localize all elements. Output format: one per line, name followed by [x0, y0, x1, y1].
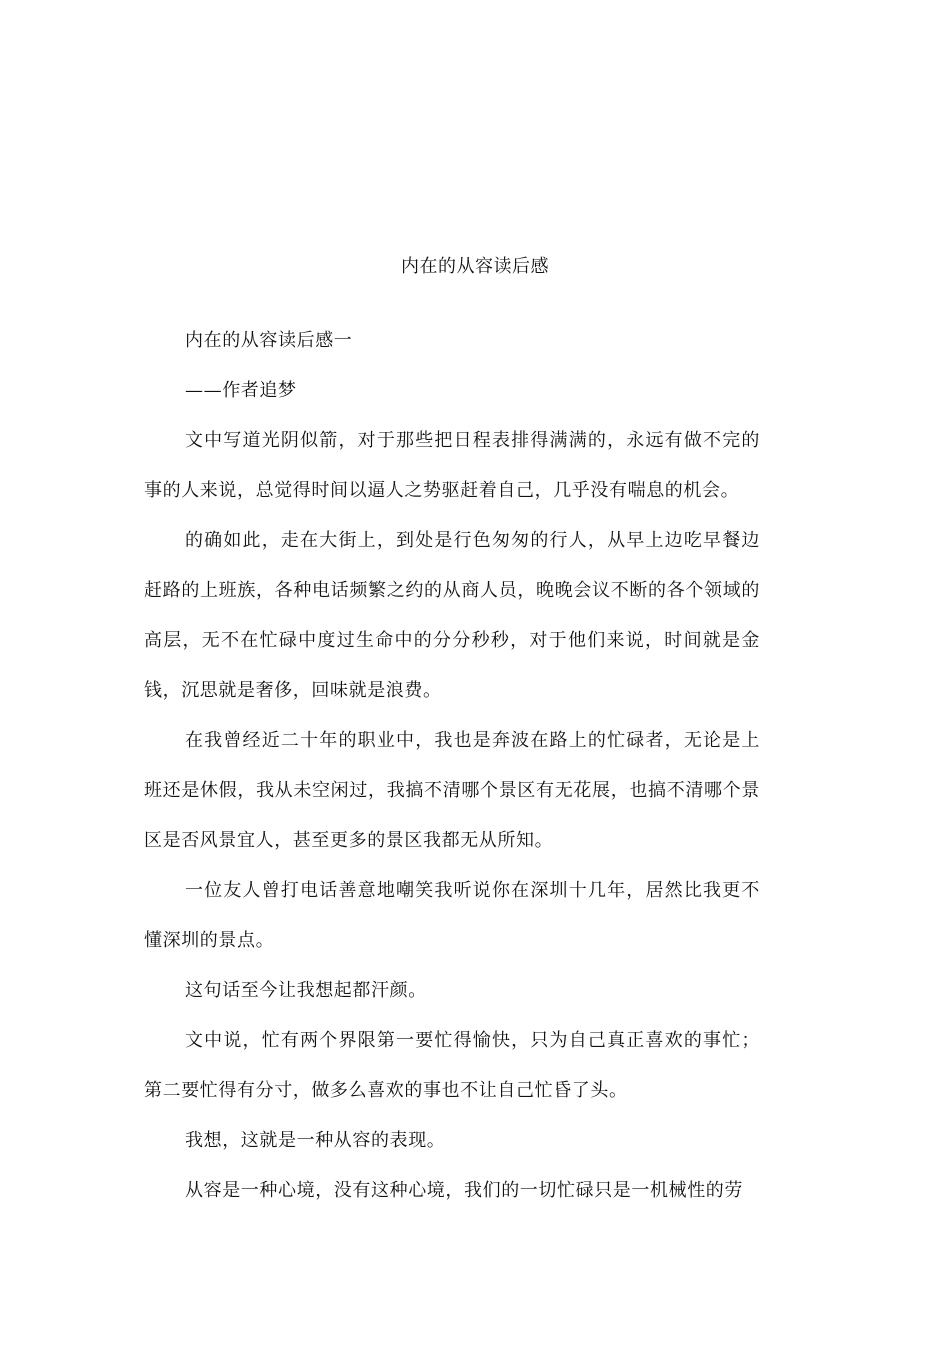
paragraph: 文中说，忙有两个界限第一要忙得愉快，只为自己真正喜欢的事忙；第二要忙得有分寸，做多么喜欢的事也不让自己忙昏了头。: [144, 1030, 760, 1101]
document-body: [144, 316, 760, 1216]
paragraph: 的确如此，走在大街上，到处是行色匆匆的行人，从早上边吃早餐边赶路的上班族，各种电话频繁之约的从商人员，晚晚会议不断的各个领域的高层，无不在忙碌中度过生命中的分分秒秒，对于他们来说，时间就是金钱，沉思就是奢侈，回味就是浪费。: [144, 530, 760, 701]
paragraph: 一位友人曾打电话善意地嘲笑我听说你在深圳十几年，居然比我更不懂深圳的景点。: [144, 880, 760, 951]
paragraph: 在我曾经近二十年的职业中，我也是奔波在路上的忙碌者，无论是上班还是休假，我从未空闲过，我搞不清哪个景区有无花展，也搞不清哪个景区是否风景宜人，甚至更多的景区我都无从所知。: [144, 730, 760, 851]
paragraph: 从容是一种心境，没有这种心境，我们的一切忙碌只是一机械性的劳: [185, 1180, 743, 1201]
paragraph: ——作者追梦: [185, 380, 297, 401]
page-title: 内在的从容读后感: [401, 256, 549, 277]
paragraph: 文中写道光阴似箭，对于那些把日程表排得满满的，永远有做不完的事的人来说，总觉得时间以逼人之势驱赶着自己，几乎没有喘息的机会。: [144, 430, 760, 501]
paragraph: 我想，这就是一种从容的表现。: [185, 1130, 446, 1151]
paragraph: 这句话至今让我想起都汗颜。: [185, 980, 427, 1001]
paragraph: 内在的从容读后感一: [185, 330, 353, 351]
